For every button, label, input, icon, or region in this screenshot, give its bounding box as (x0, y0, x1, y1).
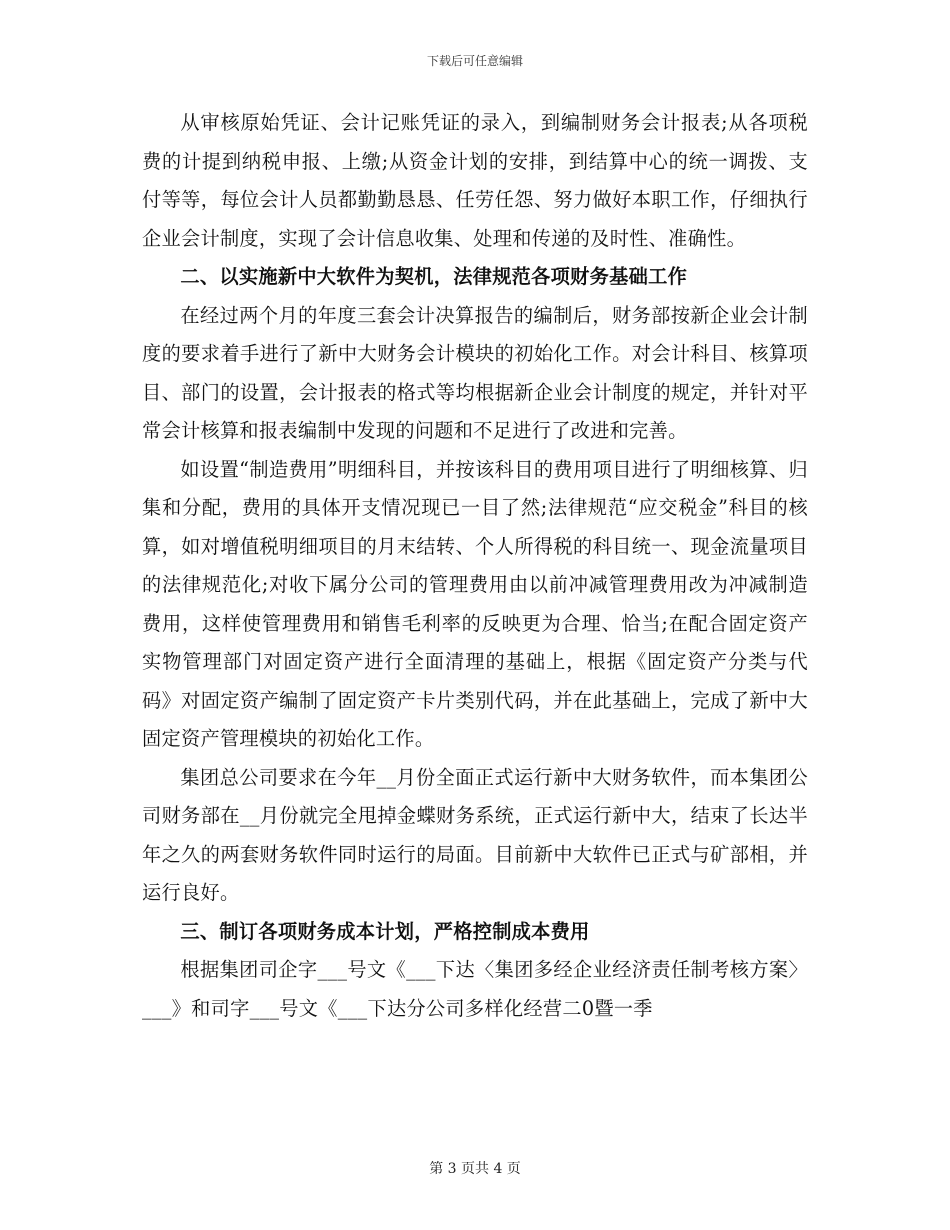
paragraph-account-settings: 如设置“制造费用”明细科目，并按该科目的费用项目进行了明细核算、归集和分配，费用的具体开支情况现已一目了然;法律规范“应交税金”科目的核算，如对增值税明细项目的月末结转、个人所得税的科目统一、现金流量项目的法律规范化;对收下属分公司的管理费用由以前冲减管理费用改为冲减制造费用，这样使管理费用和销售毛利率的反映更为合理、恰当;在配合固定资产实物管理部门对固定资产进行全面清理的基础上，根据《固定资产分类与代码》对固定资产编制了固定资产卡片类别代码，并在此基础上，完成了新中大固定资产管理模块的初始化工作。 (142, 457, 808, 750)
paragraph-accounting-work: 从审核原始凭证、会计记账凭证的录入，到编制财务会计报表;从各项税费的计提到纳税申报、上缴;从资金计划的安排，到结算中心的统一调拨、支付等等，每位会计人员都勤勤恳恳、任劳任怨、努力做好本职工作，仔细执行企业会计制度，实现了会计信息收集、处理和传递的及时性、准确性。 (142, 111, 808, 250)
page-header-note: 下载后可任意编辑 (426, 54, 523, 68)
section-heading-3: 三、制订各项财务成本计划，严格控制成本费用 (180, 919, 590, 943)
paragraph-software-init: 在经过两个月的年度三套会计决算报告的编制后，财务部按新企业会计制度的要求着手进行了新中大财务会计模块的初始化工作。对会计科目、核算项目、部门的设置，会计报表的格式等均根据新企业会计制度的规定，并针对平常会计核算和报表编制中发现的问题和不足进行了改进和完善。 (142, 303, 808, 442)
paragraph-cost-plan: 根据集团司企字___号文《___下达〈集团多经企业经济责任制考核方案〉___》和司字___号文《___下达分公司多样化经营二0暨一季 (142, 958, 808, 1020)
page-number: 第 3 页共 4 页 (429, 1161, 521, 1177)
section-heading-2: 二、以实施新中大软件为契机，法律规范各项财务基础工作 (180, 265, 688, 288)
document-body (142, 104, 808, 1028)
paragraph-software-migration: 集团总公司要求在今年__月份全面正式运行新中大财务软件，而本集团公司财务部在__月份就完全甩掉金蝶财务系统，正式运行新中大，结束了长达半年之久的两套财务软件同时运行的局面。目前新中大软件已正式与矿部相，并运行良好。 (142, 765, 808, 904)
